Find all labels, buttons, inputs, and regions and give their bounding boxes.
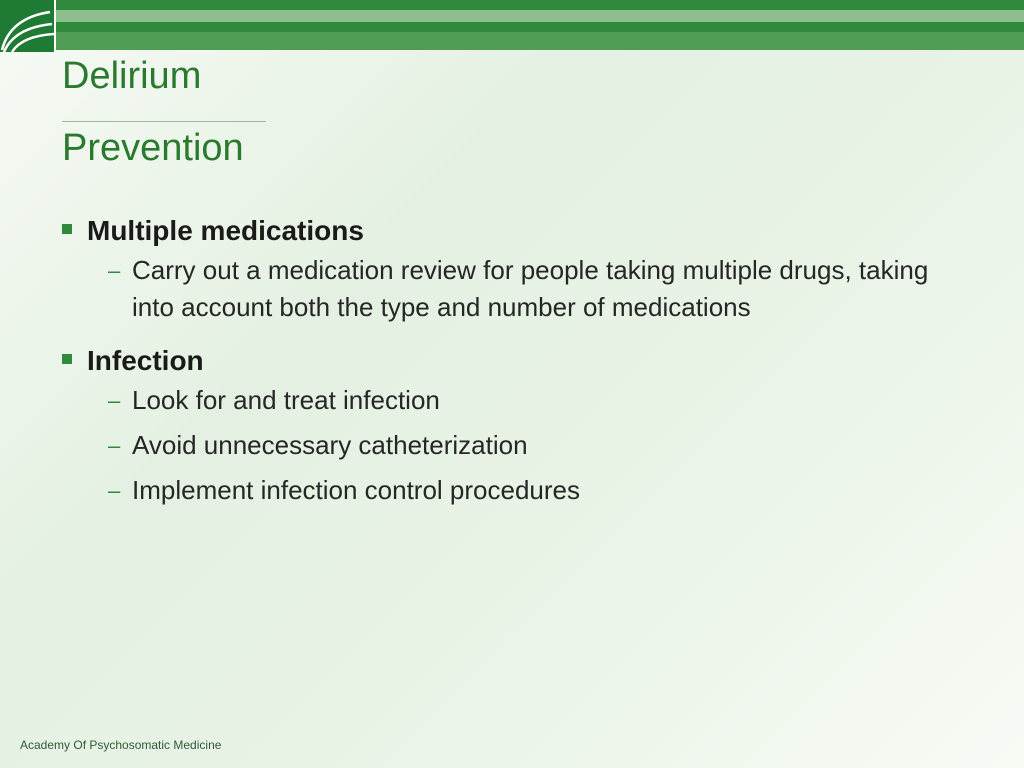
slide-title: Delirium [62, 55, 202, 97]
square-bullet-icon [62, 354, 72, 364]
section-heading: Infection [87, 345, 204, 376]
section-heading: Multiple medications [87, 215, 364, 246]
slide-subtitle: Prevention [62, 127, 244, 169]
title-divider [62, 121, 266, 122]
section-multiple-medications [62, 210, 962, 326]
square-bullet-icon [62, 224, 72, 234]
dash-bullet-icon: – [108, 478, 121, 503]
section-infection [62, 340, 962, 509]
footer-text: Academy Of Psychosomatic Medicine [20, 738, 222, 752]
list-item-text: Implement infection control procedures [132, 475, 581, 505]
dash-bullet-icon: – [108, 388, 121, 413]
sub-list [62, 252, 962, 326]
dash-bullet-icon: – [108, 258, 121, 283]
list-item [108, 252, 962, 326]
list-item [108, 382, 962, 419]
header-band [0, 22, 1024, 32]
section-header [62, 340, 962, 382]
dash-bullet-icon: – [108, 433, 121, 458]
section-header [62, 210, 962, 252]
list-item [108, 472, 962, 509]
header-band [0, 32, 1024, 50]
header-band [0, 0, 1024, 10]
list-item-text: Look for and treat infection [132, 385, 440, 415]
list-item [108, 427, 962, 464]
list-item-text: Carry out a medication review for people taking multiple drugs, taking into account both the type and number of medications [132, 255, 929, 322]
arc-logo-icon [0, 0, 56, 52]
slide-content [62, 210, 962, 523]
header-bar [0, 0, 1024, 52]
header-band [0, 10, 1024, 22]
list-item-text: Avoid unnecessary catheterization [132, 430, 528, 460]
sub-list [62, 382, 962, 509]
